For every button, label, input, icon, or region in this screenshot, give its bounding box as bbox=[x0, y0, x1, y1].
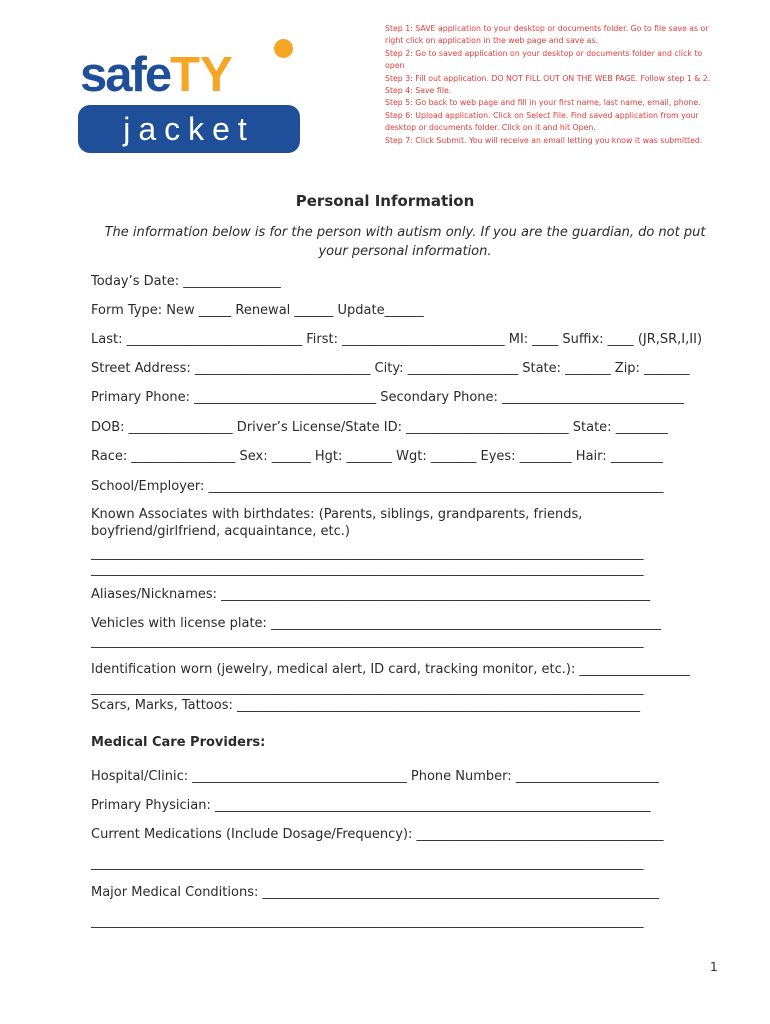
logo-ty-text: TY bbox=[170, 48, 233, 102]
medical-conditions-field[interactable]: Major Medical Conditions: _____________________________________________________________ bbox=[91, 885, 659, 900]
page-number: 1 bbox=[710, 960, 718, 974]
step-line: desktop or documents folder. Click on it and hit Open. bbox=[385, 123, 596, 133]
school-employer-field[interactable]: School/Employer: ______________________________________________________________________ bbox=[91, 479, 664, 494]
step-line: Step 1: SAVE application to your desktop or documents folder. Go to file save as or bbox=[385, 24, 709, 33]
logo-safe-text: safe bbox=[80, 48, 171, 102]
page-subtitle: The information below is for the person with autism only. If you are the guardian, do not put your personal information. bbox=[104, 225, 706, 259]
medications-line[interactable]: _____________________________________________________________________________________ bbox=[91, 856, 644, 871]
identification-field[interactable]: Identification worn (jewelry, medical alert, ID card, tracking monitor, etc.): _________________ bbox=[91, 662, 690, 677]
dob-license-fields[interactable]: DOB: ________________ Driver’s License/State ID: _________________________ State: ________ bbox=[91, 420, 668, 435]
step-line: Step 5: Go back to web page and fill in your first name, last name, email, phone. bbox=[385, 98, 701, 108]
step-line: open bbox=[385, 61, 405, 71]
physical-description-fields[interactable]: Race: ________________ Sex: ______ Hgt: _______ Wgt: _______ Eyes: ________ Hair: ________ bbox=[91, 449, 663, 464]
vehicles-line[interactable]: _____________________________________________________________________________________ bbox=[91, 634, 644, 649]
step-line: Step 3: Fill out application. DO NOT FILL OUT ON THE WEB PAGE. Follow step 1 & 2. bbox=[385, 73, 711, 83]
logo-jacket-banner: jacket bbox=[78, 105, 300, 153]
form-type-field[interactable]: Form Type: New _____ Renewal ______ Update______ bbox=[91, 303, 424, 318]
identification-line[interactable]: _____________________________________________________________________________________ bbox=[91, 681, 644, 696]
known-associates-line[interactable]: _____________________________________________________________________________________ bbox=[91, 546, 644, 561]
page-title: Personal Information bbox=[295, 192, 475, 210]
scars-marks-field[interactable]: Scars, Marks, Tattoos: ______________________________________________________________ bbox=[91, 698, 640, 713]
step-line: right click on application in the web page and save as. bbox=[385, 36, 598, 46]
step-line: Step 2: Go to saved application on your desktop or documents folder and click to bbox=[385, 48, 703, 58]
name-fields[interactable]: Last: ___________________________ First: _________________________ MI: ____ Suffix: ____ (JR,SR,I,II) bbox=[91, 332, 703, 347]
address-fields[interactable]: Street Address: ___________________________ City: _________________ State: _______ Zip: _______ bbox=[91, 361, 690, 376]
safety-jacket-logo bbox=[78, 25, 302, 155]
hospital-field[interactable]: Hospital/Clinic: _________________________________ Phone Number: ______________________ bbox=[91, 769, 659, 784]
step-line: Step 7: Click Submit. You will receive an email letting you know it was submitted. bbox=[385, 135, 703, 145]
physician-field[interactable]: Primary Physician: ___________________________________________________________________ bbox=[91, 798, 651, 813]
medical-heading: Medical Care Providers: bbox=[91, 735, 266, 750]
instruction-steps bbox=[385, 23, 735, 147]
step-line: Step 4: Save file. bbox=[385, 86, 452, 96]
known-associates-line[interactable]: _____________________________________________________________________________________ bbox=[91, 562, 644, 577]
vehicles-field[interactable]: Vehicles with license plate: ____________________________________________________________ bbox=[91, 616, 662, 631]
logo-figure-icon bbox=[274, 39, 293, 58]
todays-date-field[interactable]: Today’s Date: _______________ bbox=[91, 274, 281, 289]
known-associates-label: Known Associates with birthdates: (Parents, siblings, grandparents, friends, boyfriend/girlfriend, acquaintance, etc.) bbox=[91, 507, 583, 539]
step-line: Step 6: Upload application. Click on Select File. Find saved application from your bbox=[385, 110, 699, 120]
medications-field[interactable]: Current Medications (Include Dosage/Frequency): ______________________________________ bbox=[91, 827, 664, 842]
phone-fields[interactable]: Primary Phone: ____________________________ Secondary Phone: ____________________________ bbox=[91, 390, 685, 405]
aliases-field[interactable]: Aliases/Nicknames: __________________________________________________________________ bbox=[91, 587, 651, 602]
medical-conditions-line[interactable]: _____________________________________________________________________________________ bbox=[91, 914, 644, 929]
logo-wordmark bbox=[80, 48, 233, 102]
